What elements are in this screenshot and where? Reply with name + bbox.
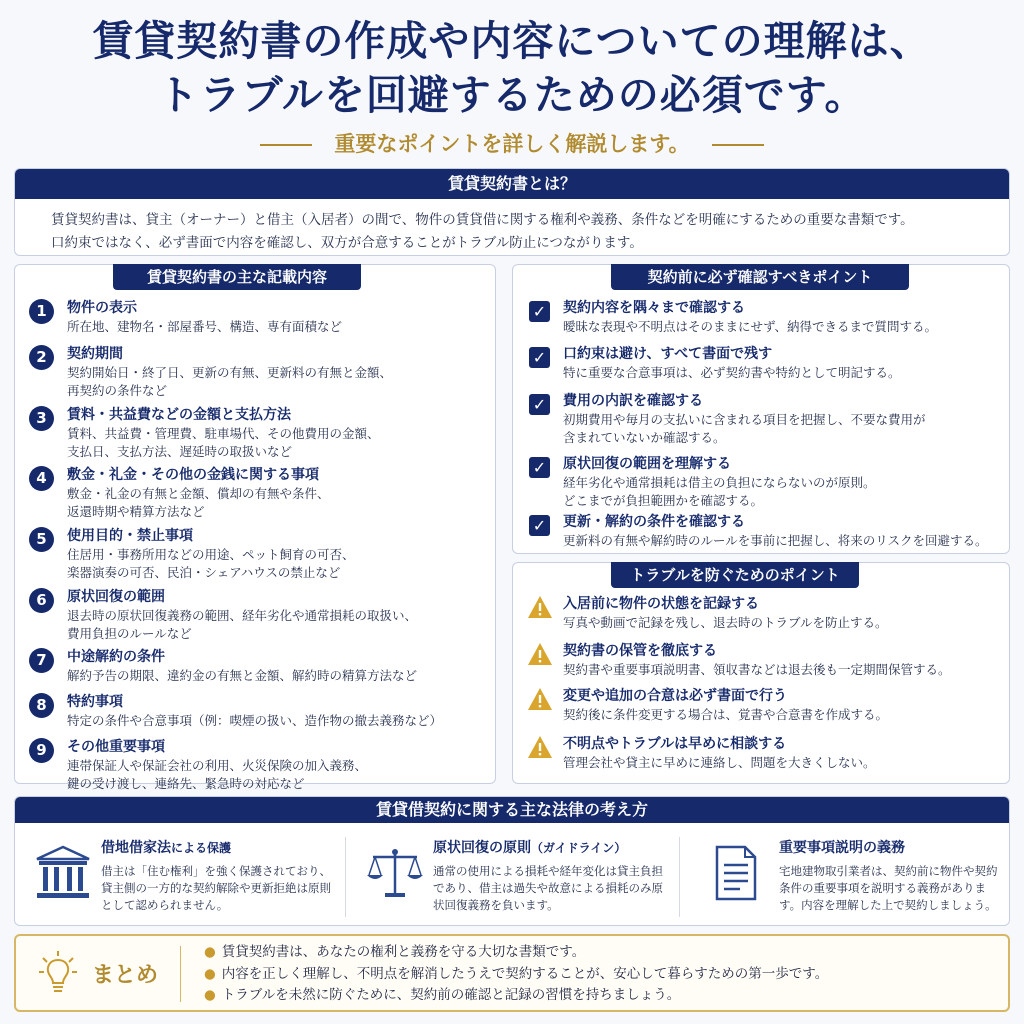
page-title bbox=[0, 14, 1024, 122]
law-col-1-title bbox=[101, 837, 231, 857]
law-panel bbox=[14, 796, 1010, 926]
contents-item bbox=[29, 693, 481, 730]
number-badge: 9 bbox=[29, 738, 54, 763]
contents-heading: 賃貸契約書の主な記載内容 bbox=[113, 264, 361, 290]
number-badge: 5 bbox=[29, 527, 54, 552]
contents-item-title: 使用目的・禁止事項 bbox=[67, 528, 193, 544]
law-col-1-title-suffix: による保護 bbox=[171, 841, 232, 855]
number-badge: 1 bbox=[29, 299, 54, 324]
summary-item-text: 賃貸契約書は、あなたの権利と義務を守る大切な書類です。 bbox=[221, 944, 586, 960]
contents-item-title: その他重要事項 bbox=[67, 739, 165, 755]
number-badge: 8 bbox=[29, 693, 54, 718]
law-divider-2 bbox=[679, 837, 680, 917]
law-col-3-desc: 宅地建物取引業者は、契約前に物件や契約条件の重要事項を説明する義務があります。内容を理解した上で契約しましょう。 bbox=[779, 864, 998, 912]
law-col-1-title-main: 借地借家法 bbox=[101, 840, 171, 856]
checkbox-icon: ✓ bbox=[529, 347, 550, 368]
prevent-item-desc: 契約書や重要事項説明書、領収書などは退去後も一定期間保管する。 bbox=[563, 662, 951, 677]
contents-item bbox=[29, 648, 481, 685]
prevent-item-title: 変更や追加の合意は必ず書面で行う bbox=[563, 688, 787, 704]
contents-item-desc: 所在地、建物名・部屋番号、構造、専有面積など bbox=[67, 319, 343, 334]
about-panel bbox=[14, 168, 1010, 256]
contents-item-desc: 特定の条件や合意事項（例：喫煙の扱い、造作物の撤去義務など） bbox=[67, 713, 443, 728]
subtitle-text: 重要なポイントを詳しく解説します。 bbox=[334, 132, 690, 156]
contents-item-title: 原状回復の範囲 bbox=[67, 589, 165, 605]
about-line-2: 口約束ではなく、必ず書面で内容を確認し、双方が合意することがトラブル防止につながります。 bbox=[51, 235, 643, 251]
number-badge: 3 bbox=[29, 406, 54, 431]
contents-item bbox=[29, 406, 481, 460]
check-panel bbox=[512, 264, 1010, 554]
contents-item-title: 敷金・礼金・その他の金銭に関する事項 bbox=[67, 467, 319, 483]
contents-item-title: 契約期間 bbox=[67, 346, 123, 362]
contents-item bbox=[29, 466, 481, 520]
checkbox-icon: ✓ bbox=[529, 457, 550, 478]
law-divider-1 bbox=[345, 837, 346, 917]
prevent-panel bbox=[512, 562, 1010, 784]
prevent-item bbox=[527, 595, 999, 632]
law-col-2 bbox=[347, 835, 679, 917]
contents-item-desc: 住居用・事務所用などの用途、ペット飼育の可否、 楽器演奏の可否、民泊・シェアハウスの禁止など bbox=[67, 547, 355, 580]
contents-item bbox=[29, 345, 481, 399]
check-item-desc: 曖昧な表現や不明点はそのままにせず、納得できるまで質問する。 bbox=[563, 319, 938, 334]
summary-label: まとめ bbox=[92, 963, 159, 988]
contents-item-desc: 解約予告の期限、違約金の有無と金額、解約時の精算方法など bbox=[67, 668, 418, 683]
check-item-desc: 初期費用や毎月の支払いに含まれる項目を把握し、不要な費用が 含まれていないか確認する。 bbox=[563, 412, 926, 445]
about-line-1: 賃貸契約書は、貸主（オーナー）と借主（入居者）の間で、物件の賃貸借に関する権利や義務、条件などを明確にするための重要な書類です。 bbox=[51, 212, 914, 228]
prevent-item bbox=[527, 642, 999, 679]
prevent-item-desc: 契約後に条件変更する場合は、覚書や合意書を作成する。 bbox=[563, 707, 889, 722]
check-item-title: 原状回復の範囲を理解する bbox=[563, 456, 731, 472]
bullet-icon: ● bbox=[204, 944, 216, 960]
subtitle-rule-left bbox=[260, 144, 312, 146]
summary-panel bbox=[14, 934, 1010, 1012]
document-icon bbox=[705, 843, 765, 903]
title-line-1: 賃貸契約書の作成や内容についての理解は、 bbox=[92, 17, 932, 65]
law-col-2-title-main: 原状回復の原則 bbox=[433, 840, 531, 856]
summary-list bbox=[204, 942, 828, 1007]
summary-item bbox=[204, 985, 828, 1007]
title-line-2: トラブルを回避するための必須です。 bbox=[157, 71, 867, 119]
prevent-item-title: 契約書の保管を徹底する bbox=[563, 643, 717, 659]
number-badge: 7 bbox=[29, 648, 54, 673]
law-col-1 bbox=[15, 835, 345, 917]
contents-item bbox=[29, 299, 481, 336]
about-heading: 賃貸契約書とは？ bbox=[15, 169, 1009, 199]
number-badge: 6 bbox=[29, 588, 54, 613]
summary-divider bbox=[180, 946, 181, 1002]
building-icon bbox=[33, 845, 93, 901]
lightbulb-icon bbox=[38, 950, 78, 994]
number-badge: 2 bbox=[29, 345, 54, 370]
law-col-2-title-suffix: （ガイドライン） bbox=[531, 841, 627, 855]
prevent-item bbox=[527, 735, 999, 772]
check-item-title: 更新・解約の条件を確認する bbox=[563, 514, 745, 530]
summary-item-text: 内容を正しく理解し、不明点を解消したうえで契約することが、安心して暮らすための第一歩です。 bbox=[221, 965, 829, 982]
law-heading: 賃貸借契約に関する主な法律の考え方 bbox=[15, 797, 1009, 823]
check-item-title: 口約束は避け、すべて書面で残す bbox=[563, 346, 773, 362]
warning-icon bbox=[527, 642, 553, 666]
warning-icon bbox=[527, 735, 553, 759]
check-item bbox=[527, 455, 999, 509]
contents-item-desc: 契約開始日・終了日、更新の有無、更新料の有無と金額、 再契約の条件など bbox=[67, 365, 393, 398]
prevent-heading: トラブルを防ぐためのポイント bbox=[611, 562, 859, 588]
check-item-desc: 特に重要な合意事項は、必ず契約書や特約として明記する。 bbox=[563, 365, 901, 380]
check-item bbox=[527, 392, 999, 446]
summary-item-text: トラブルを未然に防ぐために、契約前の確認と記録の習慣を持ちましょう。 bbox=[221, 987, 681, 1003]
check-item bbox=[527, 299, 999, 336]
contents-item-title: 中途解約の条件 bbox=[67, 649, 165, 665]
law-col-1-desc: 借主は「住む権利」を強く保護されており、貸主側の一方的な契約解除や更新拒絶は原則として認められません。 bbox=[101, 864, 331, 912]
summary-item bbox=[204, 942, 828, 964]
contents-item-title: 物件の表示 bbox=[67, 300, 137, 316]
prevent-item-desc: 管理会社や貸主に早めに連絡し、問題を大きくしない。 bbox=[563, 755, 876, 770]
law-col-2-desc: 通常の使用による損耗や経年変化は貸主負担であり、借主は過失や故意による損耗のみ原状回復義務を負います。 bbox=[433, 864, 663, 912]
law-col-3 bbox=[681, 835, 1011, 917]
prevent-item-title: 入居前に物件の状態を記録する bbox=[563, 596, 759, 612]
law-col-3-title bbox=[779, 837, 905, 857]
prevent-item-desc: 写真や動画で記録を残し、退去時のトラブルを防止する。 bbox=[563, 615, 888, 630]
check-heading: 契約前に必ず確認すべきポイント bbox=[611, 264, 909, 290]
check-item-title: 契約内容を隅々まで確認する bbox=[563, 300, 745, 316]
subtitle-rule-right bbox=[712, 144, 764, 146]
prevent-item-title: 不明点やトラブルは早めに相談する bbox=[563, 736, 787, 752]
contents-panel bbox=[14, 264, 496, 791]
about-body bbox=[15, 199, 1009, 265]
check-item bbox=[527, 513, 999, 550]
bullet-icon: ● bbox=[204, 965, 216, 982]
number-badge: 4 bbox=[29, 466, 54, 491]
law-col-2-title bbox=[433, 837, 626, 857]
summary-item bbox=[204, 964, 828, 986]
check-item-desc: 更新料の有無や解約時のルールを事前に把握し、将来のリスクを回避する。 bbox=[563, 533, 988, 548]
contents-item-desc: 賃料、共益費・管理費、駐車場代、その他費用の金額、 支払日、支払方法、遅延時の取扱いなど bbox=[67, 426, 380, 459]
subtitle bbox=[0, 128, 1024, 158]
contents-item bbox=[29, 738, 481, 792]
contents-item-title: 賃料・共益費などの金額と支払方法 bbox=[67, 407, 291, 423]
check-item bbox=[527, 345, 999, 382]
contents-item-title: 特約事項 bbox=[67, 694, 123, 710]
bullet-icon: ● bbox=[204, 987, 216, 1003]
check-item-desc: 経年劣化や通常損耗は借主の負担にならないのが原則。 どこまでが負担範囲かを確認する。 bbox=[563, 475, 876, 508]
scale-icon bbox=[365, 845, 425, 901]
prevent-item bbox=[527, 687, 999, 724]
checkbox-icon: ✓ bbox=[529, 301, 550, 322]
contents-item-desc: 連帯保証人や保証会社の利用、火災保険の加入義務、 鍵の受け渡し、連絡先、緊急時の対応など bbox=[67, 758, 368, 791]
contents-item bbox=[29, 588, 481, 642]
contents-item bbox=[29, 527, 481, 581]
checkbox-icon: ✓ bbox=[529, 515, 550, 536]
law-col-3-title-main: 重要事項説明の義務 bbox=[779, 840, 905, 856]
warning-icon bbox=[527, 687, 553, 711]
warning-icon bbox=[527, 595, 553, 619]
contents-item-desc: 退去時の原状回復義務の範囲、経年劣化や通常損耗の取扱い、 費用負担のルールなど bbox=[67, 608, 418, 641]
checkbox-icon: ✓ bbox=[529, 394, 550, 415]
check-item-title: 費用の内訳を確認する bbox=[563, 393, 703, 409]
contents-item-desc: 敷金・礼金の有無と金額、償却の有無や条件、 返還時期や精算方法など bbox=[67, 486, 330, 519]
